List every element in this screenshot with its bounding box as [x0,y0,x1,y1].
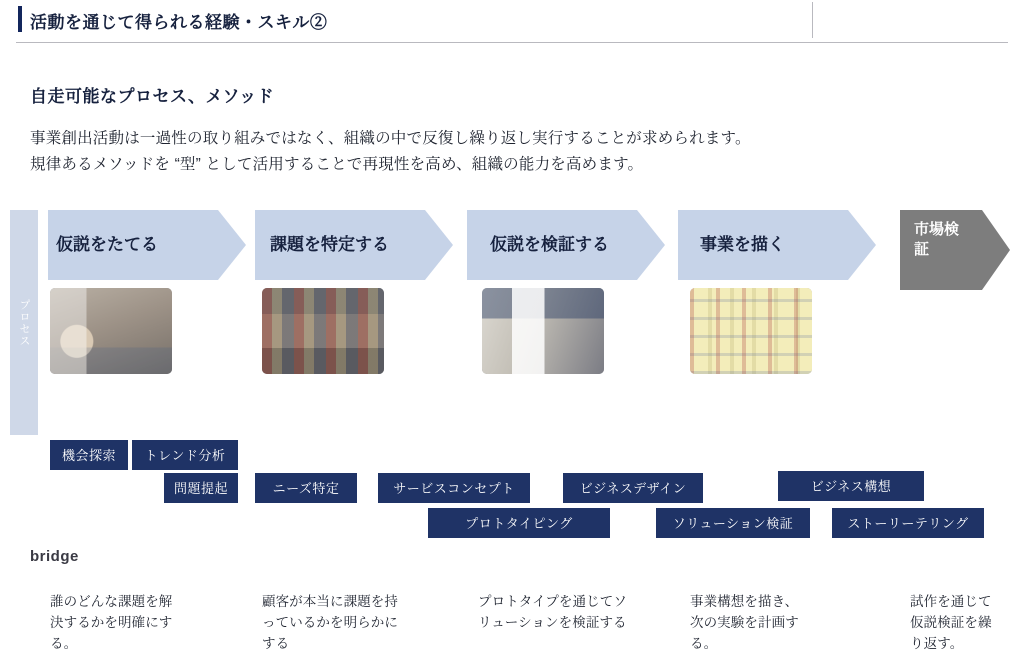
tag-chip[interactable]: サービスコンセプト [378,473,530,503]
process-step-2-image [262,288,384,374]
process-step-5-caption: 試作を通じて仮説検証を繰り返す。 [910,594,992,651]
process-step-3-caption: プロトタイプを通じてソリューションを検証する [478,594,627,630]
process-step-3-image [482,288,604,374]
slide-header [0,0,1024,44]
process-step-4-title: 事業を描く [700,235,785,254]
tag-chip[interactable]: ニーズ特定 [255,473,357,503]
header-vertical-divider [812,2,813,38]
process-step-5-title: 市場検証 [914,221,960,259]
process-step-1-caption: 誰のどんな課題を解決するかを明確にする。 [50,594,173,651]
process-step-3-title: 仮説を検証する [490,235,609,254]
process-step-1-image [50,288,172,374]
tag-chip[interactable]: ビジネス構想 [778,471,924,501]
process-step-2-title: 課題を特定する [270,235,389,254]
tag-chip[interactable]: ビジネスデザイン [563,473,703,503]
section-subtitle: 自走可能なプロセス、メソッド [30,87,275,106]
page-title: 活動を通じて得られる経験・スキル② [30,13,328,32]
process-band-label: プロセス [10,210,38,435]
process-step-4-caption: 事業構想を描き、次の実験を計画する。 [690,594,799,651]
lead-line-2: 規律あるメソッドを “型” として活用することで再現性を高め、組織の能力を高めます。 [30,155,644,173]
section-lead [30,126,990,177]
header-accent-bar [18,6,22,32]
tag-chip[interactable]: ソリューション検証 [656,508,810,538]
tag-chip[interactable]: 機会探索 [50,440,128,470]
tag-chip[interactable]: ストーリーテリング [832,508,984,538]
lead-line-1: 事業創出活動は一過性の取り組みではなく、組織の中で反復し繰り返し実行することが求められます。 [30,130,751,147]
process-step-1-title: 仮説をたてる [56,235,158,254]
tag-chip[interactable]: 問題提起 [164,473,238,503]
tag-chip[interactable]: プロトタイピング [428,508,610,538]
tag-chip[interactable]: トレンド分析 [132,440,238,470]
process-step-4-image [690,288,812,374]
header-divider [16,42,1008,43]
process-step-2-caption: 顧客が本当に課題を持っているかを明らかにする [262,594,398,651]
footer-logo: bridge [30,548,79,565]
